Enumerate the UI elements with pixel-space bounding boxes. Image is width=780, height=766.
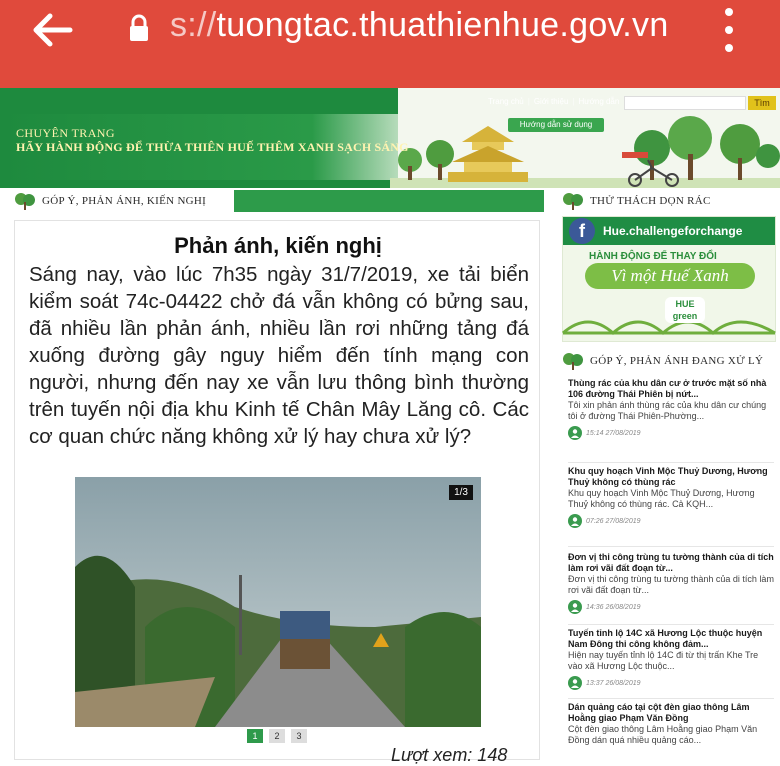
- pending-section-title: [562, 350, 776, 372]
- top-link-guide[interactable]: Hướng dẫn: [578, 97, 620, 106]
- facebook-bar: [563, 217, 775, 245]
- challenge-banner[interactable]: [562, 216, 776, 342]
- browser-toolbar: [0, 0, 780, 88]
- road-photo-icon: [75, 477, 481, 727]
- news-title[interactable]: Khu quy hoạch Vinh Mộc Thuỷ Dương, Hương Thuỷ không có thùng rác: [568, 466, 768, 487]
- facebook-icon: f: [569, 218, 595, 244]
- tree-icon: [562, 192, 584, 210]
- site-header: [0, 88, 780, 188]
- news-title[interactable]: Thùng rác của khu dân cư ở trước mặt số nhà 106 đường Thái Phiên bị nứt...: [568, 378, 767, 399]
- photo-page-1[interactable]: 1: [247, 729, 263, 743]
- divider: [568, 624, 774, 625]
- news-date: 14:36 26/08/2019: [586, 603, 641, 611]
- avatar: [568, 426, 582, 440]
- photo-pagination: [247, 729, 307, 743]
- news-snippet: Khu quy hoạch Vinh Mộc Thuỷ Dương, Hương Thuỷ không có thùng rác. Cả KQH...: [568, 488, 755, 509]
- search-button[interactable]: Tìm: [748, 96, 776, 110]
- news-title[interactable]: Đơn vị thi công trùng tu tường thành của di tích làm rơi vãi đất đoạn từ...: [568, 552, 774, 573]
- back-arrow-icon[interactable]: [30, 12, 74, 48]
- list-item[interactable]: [568, 552, 774, 614]
- list-item[interactable]: [568, 628, 774, 690]
- avatar: [568, 676, 582, 690]
- main-section-title: [14, 190, 234, 212]
- article-body: Sáng nay, vào lúc 7h35 ngày 31/7/2019, xe tải biển kiểm soát 74c-04422 chở đá vẫn không có bửng sau, đã nhiều lần phản ánh, nhiều lần rơi những tảng đá xuống đường gây nguy hiểm đến tính mạng con người, nhưng đến nay xe vẫn lưu thông bình thường trên tuyến nội địa khu Kinh tế Chân Mây Lăng cô. Các cơ quan chức năng không xử lý hay chưa xử lý?: [29, 263, 529, 448]
- news-meta: [568, 676, 774, 690]
- news-snippet: Tôi xin phản ánh thùng rác của khu dân cư chúng tôi ở đường Thái Phiên-Phường...: [568, 400, 767, 421]
- photo-counter: 1/3: [449, 485, 473, 500]
- news-title[interactable]: Tuyến tỉnh lộ 14C xã Hương Lộc thuộc huyện Nam Đông thi công không đảm...: [568, 628, 763, 649]
- divider: [568, 462, 774, 463]
- news-snippet: Đơn vị thi công trùng tu tường thành của di tích làm rơi vãi đất đoạn từ...: [568, 574, 774, 595]
- user-guide-button[interactable]: Hướng dẫn sử dụng: [508, 118, 604, 132]
- top-link-home[interactable]: Trang chủ: [488, 97, 524, 106]
- search-input[interactable]: [624, 96, 746, 110]
- challenge-section-label: THỬ THÁCH DỌN RÁC: [590, 195, 711, 207]
- news-meta: [568, 426, 774, 440]
- photo-page-2[interactable]: 2: [269, 729, 285, 743]
- view-count: Lượt xem: 148: [391, 745, 508, 765]
- list-item[interactable]: [568, 702, 774, 746]
- lock-icon: [128, 14, 150, 42]
- news-date: 07:26 27/08/2019: [586, 517, 641, 525]
- url-host: tuongtac.thuathienhue.gov.vn: [216, 6, 669, 44]
- challenge-slogan: HÀNH ĐỘNG ĐỂ THAY ĐỔI: [589, 251, 717, 262]
- pending-section-label: GÓP Ý, PHẢN ÁNH ĐANG XỬ LÝ: [590, 355, 764, 367]
- hue-green-logo: HUE green: [665, 297, 705, 323]
- url-scheme: s://: [170, 6, 217, 44]
- banner-subtitle: CHUYÊN TRANG: [16, 126, 115, 140]
- top-link-about[interactable]: Giới thiệu: [533, 97, 569, 106]
- article-card: [14, 220, 540, 765]
- top-links: Trang chủ | Giới thiệu | Hướng dẫn: [488, 97, 620, 106]
- news-meta: [568, 600, 774, 614]
- avatar: [568, 600, 582, 614]
- news-snippet: Cột đèn giao thông Lâm Hoằng giao Phạm Văn Đồng dán quá nhiều quảng cáo...: [568, 724, 758, 745]
- tree-icon: [562, 352, 584, 370]
- article-heading: Phản ánh, kiến nghị: [174, 233, 382, 258]
- main-section-label: GÓP Ý, PHẢN ÁNH, KIẾN NGHỊ: [42, 195, 207, 207]
- pagoda-icon: [428, 124, 548, 184]
- article-photo[interactable]: [75, 477, 481, 727]
- challenge-tagline: Vì một Huế Xanh: [585, 263, 755, 289]
- avatar: [568, 514, 582, 528]
- divider: [568, 698, 774, 699]
- divider: [568, 546, 774, 547]
- news-meta: [568, 514, 774, 528]
- news-date: 15:14 27/08/2019: [586, 429, 641, 437]
- more-options-icon[interactable]: [722, 8, 736, 52]
- tree-icon: [14, 192, 36, 210]
- address-bar[interactable]: [170, 6, 669, 45]
- list-item[interactable]: [568, 378, 774, 440]
- news-title[interactable]: Dán quảng cáo tại cột đèn giao thông Lâm Hoằng giao Phạm Văn Đồng: [568, 702, 750, 723]
- photo-page-3[interactable]: 3: [291, 729, 307, 743]
- challenge-section-title: [562, 190, 776, 212]
- news-date: 13:37 26/08/2019: [586, 679, 641, 687]
- news-snippet: Hiện nay tuyến tỉnh lộ 14C đi từ thị trấn Khe Tre vào xã Hương Lộc thuộc...: [568, 650, 759, 671]
- facebook-page-name: Hue.challengeforchange: [603, 224, 743, 238]
- list-item[interactable]: [568, 466, 774, 528]
- banner-slogan: HÃY HÀNH ĐỘNG ĐỂ THỪA THIÊN HUẾ THÊM XANH SẠCH SÁNG: [16, 140, 409, 154]
